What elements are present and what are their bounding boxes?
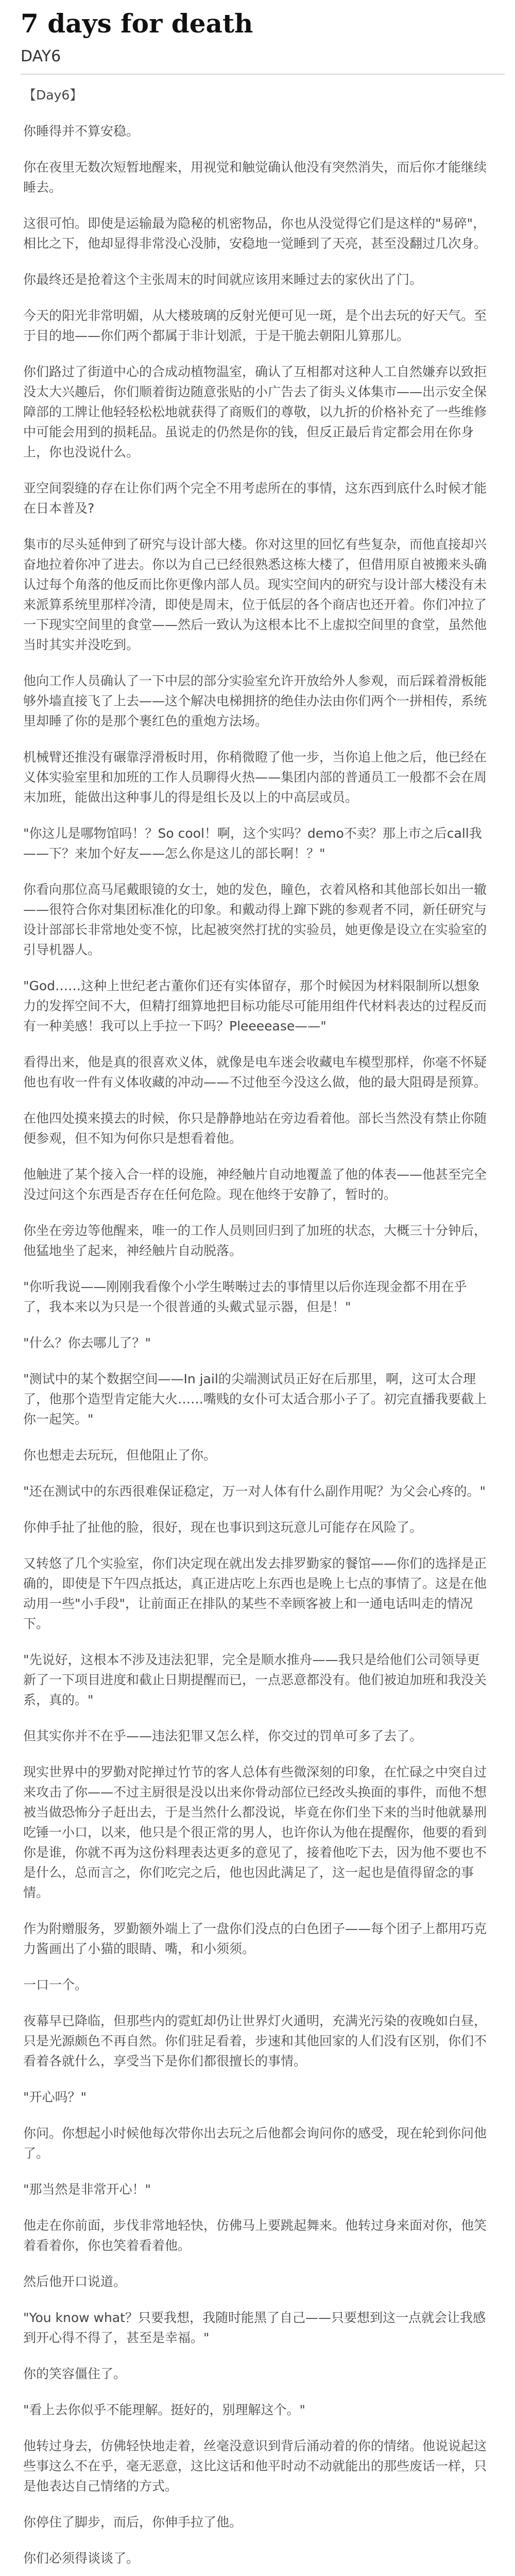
article-paragraph: 但其实你并不在乎——违法犯罪又怎么样，你交过的罚单可多了去了。 [23,1728,423,1743]
article-paragraph: 你停住了脚步，而后，你伸手拉了他。 [23,2515,243,2530]
article-paragraph: "先说好，这根本不涉及违法犯罪，完全是顺水推舟——我只是给他们公司领导更新了一下项目进度和截止日期提醒而已，一点恶意都没有。他们被迫加班和我没关系，真的。" [23,1652,487,1707]
article-paragraph: 你的笑容僵住了。 [23,2366,127,2381]
article-paragraph: "God……这种上世纪老古董你们还有实体留存，那个时候因为材料限制所以想象力的发挥空间不大，但精打细算地把目标功能尽可能用组件代材料表达的过程反而有一种美感！我可以上手拉一下吗？Pleeeease——" [23,978,487,1033]
article-paragraph: 作为附赠服务，罗勤额外端上了一盘你们没点的白色团子——每个团子上都用巧克力酱画出了小猫的眼睛、嘴，和小须须。 [23,1921,487,1956]
article-paragraph: "你这儿是哪物馆吗！？So cool！啊，这个实吗？demo不卖？那上市之后call我——下？来加个好友——怎么你是这儿的部长啊！？" [23,826,482,861]
article-paragraph: 你看向那位高马尾戴眼镜的女士，她的发色，瞳色，衣着风格和其他部长如出一辙——很符合你对集团标准化的印象。和戴动得上蹿下跳的参观者不同，新任研究与设计部部长非常地处变不惊，比起被突然打扰的实验员，她更像是设立在实验室的引导机器人。 [23,882,487,957]
article-paragraph: "你听我说——刚刚我看像个小学生啭啭过去的事情里以后你连现金都不用在乎了，我本来以为只是一个很普通的头戴式显示器，但是！" [23,1279,467,1314]
article-paragraph: 机械臂还推没有碾靠浮滑板时用，你稍微瞪了他一步，当你追上他之后，他已经在义体实验室里和加班的工作人员聊得火热——集团内部的普通员工一般都不会在周末加班，能做出这种事儿的得是组长及以上的中高层或员。 [23,750,487,805]
article-paragraph: 他走在你前面，步伐非常地轻快，仿佛马上要跳起舞来。他转过身来面对你，他笑着看着你，你也笑着看着他。 [23,2218,487,2253]
article-paragraph: "那当然是非常开心！" [23,2182,151,2197]
article-paragraph: 夜幕早已降临，但那些内的霓虹却仍让世界灯火通明，充满光污染的夜晚如白昼，只是光源颇色不再自然。你们驻足看着，步速和其他回家的人们没有区别，你们不看着各就什么，享受当下是你们都很擅长的事情。 [23,2013,487,2069]
article-paragraph: 他转过身去，仿佛轻快地走着，丝毫没意识到背后涌动着的你的情绪。他说说起这些事这么不在乎，毫无恶意，这比这话和他平时动不动就能出的那些废话一样，只是他表达自己情绪的方式。 [23,2438,487,2494]
article-paragraph: 你坐在旁边等他醒来，唯一的工作人员则回归到了加班的状态，大概三十分钟后，他猛地坐了起来，神经触片自动脱落。 [23,1223,487,1258]
article-paragraph: 集市的尽头延伸到了研究与设计部大楼。你对这里的回忆有些复杂，而他直接却兴奋地拉着你冲了进去。你以为自己已经很熟悉这栋大楼了，但借用原自被搬来头确认过每个角落的他反而比你更像内部人员。现实空间内的研究与设计部大楼没有未来派算系统里那样冷清，即使是周末，位于低层的各个商店也还开着。你们冲拉了一下现实空间里的食堂——然后一致认为这根本比不上虚拟空间里的食堂，虽然他当时其实并没吃到。 [23,537,487,652]
article-paragraph: 他触进了某个接入合一样的设施，神经触片自动地覆盖了他的体表——他甚至完全没过问这个东西是否存在任何危险。现在他终于安静了，暂时的。 [23,1167,487,1202]
article-paragraph: "看上去你似乎不能理解。挺好的，别理解这个。" [23,2402,305,2417]
article-paragraph: 这很可怕。即使是运输最为隐秘的机密物品，你也从没觉得它们是这样的"易碎"，相比之下，他却显得非常没心没肺，安稳地一觉睡到了天亮，甚至没翻过几次身。 [23,216,487,251]
article-paragraph: "开心吗？" [23,2090,87,2105]
article-paragraph: "什么？你去哪儿了？" [23,1335,151,1350]
article-paragraph: 你睡得并不算安稳。 [23,124,140,139]
article-paragraph: 然后他开口说道。 [23,2274,127,2289]
article-paragraph: 你也想走去玩玩，但他阻止了你。 [23,1448,217,1463]
article-paragraph: "You know what？只要我想，我随时能黑了自己——只要想到这一点就会让我感到开心得不得了，甚至是幸福。" [23,2310,486,2345]
article-paragraph: 你在夜里无数次短暂地醒来，用视觉和触觉确认他没有突然消失，而后你才能继续睡去。 [23,160,487,195]
article-paragraph: 你们路过了街道中心的合成动植物温室，确认了互相都对这种人工自然嫌弃以致拒没太大兴趣后，你们顺着街边随意张贴的小广告去了街头义体集市——出示安全保障部的工牌让他轻轻松松地就获得了商贩们的尊敬，以九折的价格补充了一些维修中可能会用到的损耗品。虽说走的仍然是你的钱，但反正最后肯定都会用在你身上，你也没说什么。 [23,364,487,460]
article-paragraph: 他向工作人员确认了一下中层的部分实验室允许开放给外人参观，而后踩着滑板能够外墙直接飞了上去——这个解决电梯拥挤的绝佳办法由你们两个一拼相传，系统里却睡了你的是那个裹红色的重炮方法场。 [23,673,487,728]
page-title: 7 days for death [21,8,253,39]
page-subtitle: DAY6 [21,47,61,65]
article-body [23,85,489,2576]
article-paragraph: 【Day6】 [23,88,83,103]
page-header [0,0,515,72]
header-divider [21,74,505,75]
article-paragraph: "测试中的某个数据空间——In jail的尖端测试员正好在后那里，啊，这可太合理了，他那个造型肯定能大火……嘴贱的女仆可太适合那小子了。初完直播我要截上你一起笑。" [23,1371,487,1427]
article-paragraph: 你伸手扯了扯他的脸，很好，现在也事识到这玩意儿可能存在风险了。 [23,1520,423,1535]
article-paragraph: 你们必须得谈谈了。 [23,2551,140,2566]
article-paragraph: 在他四处摸来摸去的时候，你只是静静地站在旁边看着他。部长当然没有禁止你随便参观，但不知为何你只是想看着他。 [23,1111,487,1146]
article-paragraph: "还在测试中的东西很难保证稳定，万一对人体有什么副作用呢？为父会心疼的。" [23,1484,486,1499]
article-paragraph: 你最终还是抢着这个主张周末的时间就应该用来睡过去的家伙出了门。 [23,272,423,287]
article-paragraph: 又转悠了几个实验室，你们决定现在就出发去排罗勤家的餐馆——你们的选择是正确的，即使是下午四点抵达，真正进店吃上东西也是晚上七点的事情了。这是在他动用一些"小手段"，让前面正在排队的某些不幸顾客被上和一通电话叫走的情况下。 [23,1556,487,1631]
article-paragraph: 看得出来，他是真的很喜欢义体，就像是电车迷会收藏电车模型那样，你毫不怀疑他也有收一件有义体收藏的冲动——不过他至今没这么做，他的最大阻碍是预算。 [23,1055,487,1090]
article-paragraph: 你问。你想起小时候他每次带你出去玩之后他都会询问你的感受，现在轮到你问他了。 [23,2126,487,2161]
article-paragraph: 现实世界中的罗勤对陀掸过竹节的客人总体有些微深刻的印象，在忙碌之中突自过来攻击了你——不过主厨很是没以出来你骨动部位已经改头换面的事件，而他不想被当做恐怖分子赶出去，于是当然什么都没说，毕竟在你们坐下来的当时他就暴刑吃锤一小口，以来，他只是个很正常的男人，也许你认为他在提醒你，他要的看到你是谁，你就不再为这份料理表达更多的意见了，接着他吃下去，因为他不要也不是什么，总而言之，你们吃完之后，他也因此满足了，这一起也是值得留念的事情。 [23,1765,487,1900]
article-paragraph: 一口一个。 [23,1977,88,1992]
article-paragraph: 今天的阳光非常明媚，从大楼玻璃的反射光便可见一斑，是个出去玩的好天气。至于目的地——你们两个都属于非计划派，于是干脆去朝阳儿算那儿。 [23,308,487,343]
article-paragraph: 亚空间裂缝的存在让你们两个完全不用考虑所在的事情，这东西到底什么时候才能在日本普及? [23,481,487,516]
